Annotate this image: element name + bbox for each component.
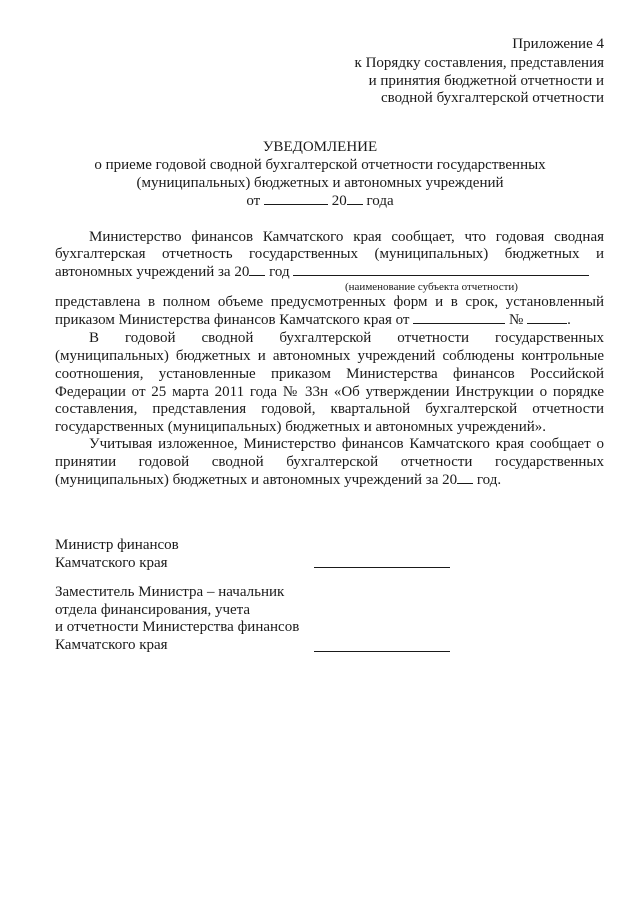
p3-line-3-text: (муниципальных) бюджетных и автономных учреждений за 20 — [55, 472, 458, 488]
date-year: 20 — [331, 193, 347, 209]
appendix-line-2: к Порядку составления, представления — [354, 55, 604, 71]
p3-line-3 — [55, 472, 501, 489]
p2-line-4: Федерации от 25 марта 2011 года № 33н «Об утверждении Инструкции о порядке — [55, 384, 604, 400]
deputy-signature-line — [314, 651, 450, 652]
date-prefix: от — [246, 193, 261, 209]
p2-line-3: соотношения, установленные приказом Министерства финансов Российской — [55, 366, 604, 382]
appendix-line-3: и принятия бюджетной отчетности и — [368, 73, 604, 89]
p2-line-6: государственных (муниципальных) бюджетных и автономных учреждений». — [55, 419, 547, 435]
number-sign: № — [509, 312, 524, 328]
accepted-year-blank — [457, 483, 473, 484]
p1-line-3 — [55, 264, 589, 281]
date-suffix: года — [366, 193, 394, 209]
p1-line-4: представлена в полном объеме предусмотренных форм и в срок, установленный — [55, 294, 604, 310]
p1-line-2: бухгалтерская отчетность государственных (муниципальных) бюджетных и — [55, 246, 604, 262]
minister-title-2: Камчатского края — [55, 555, 168, 571]
subject-name-caption: (наименование субъекта отчетности) — [345, 281, 518, 293]
minister-signature-line — [314, 567, 450, 568]
notice-subtitle-2: (муниципальных) бюджетных и автономных учреждений — [136, 175, 504, 191]
deputy-title-1: Заместитель Министра – начальник — [55, 584, 285, 600]
notice-title: УВЕДОМЛЕНИЕ — [262, 139, 378, 155]
p1-line-5-text: приказом Министерства финансов Камчатского края от — [55, 312, 410, 328]
subject-name-blank — [293, 275, 589, 276]
appendix-line-4: сводной бухгалтерской отчетности — [380, 90, 604, 106]
notice-date-line — [0, 193, 640, 210]
appendix-number: Приложение 4 — [512, 36, 604, 52]
order-date-blank — [413, 323, 505, 324]
p3-line-2: принятии годовой сводной бухгалтерской отчетности государственных — [55, 454, 604, 470]
p1-line-1: Министерство финансов Камчатского края сообщает, что годовая сводная — [89, 229, 604, 245]
p2-line-5: составления, представления годовой, квартальной бухгалтерской отчетности — [55, 401, 604, 417]
notice-subtitle-1: о приеме годовой сводной бухгалтерской отчетности государственных — [94, 157, 546, 173]
p2-line-2: (муниципальных) бюджетных и автономных учреждений соблюдены контрольные — [55, 348, 604, 364]
p3-line-1: Учитывая изложенное, Министерство финансов Камчатского края сообщает о — [89, 436, 604, 452]
date-day-month-blank — [264, 204, 328, 205]
p3-line-3-year-word: год. — [476, 472, 502, 488]
deputy-title-3: и отчетности Министерства финансов — [55, 619, 300, 635]
report-year-blank — [249, 275, 265, 276]
minister-title-1: Министр финансов — [55, 537, 179, 553]
deputy-title-2: отдела финансирования, учета — [55, 602, 251, 618]
deputy-title-4: Камчатского края — [55, 637, 168, 653]
p1-line-3-year-word: год — [269, 264, 290, 280]
p2-line-1: В годовой сводной бухгалтерской отчетности государственных — [89, 330, 604, 346]
p1-line-5: приказом Министерства финансов Камчатского края от № . — [55, 312, 571, 328]
p1-line-3-text: автономных учреждений за 20 — [55, 264, 250, 280]
date-year-blank — [347, 204, 363, 205]
order-number-blank — [527, 323, 567, 324]
